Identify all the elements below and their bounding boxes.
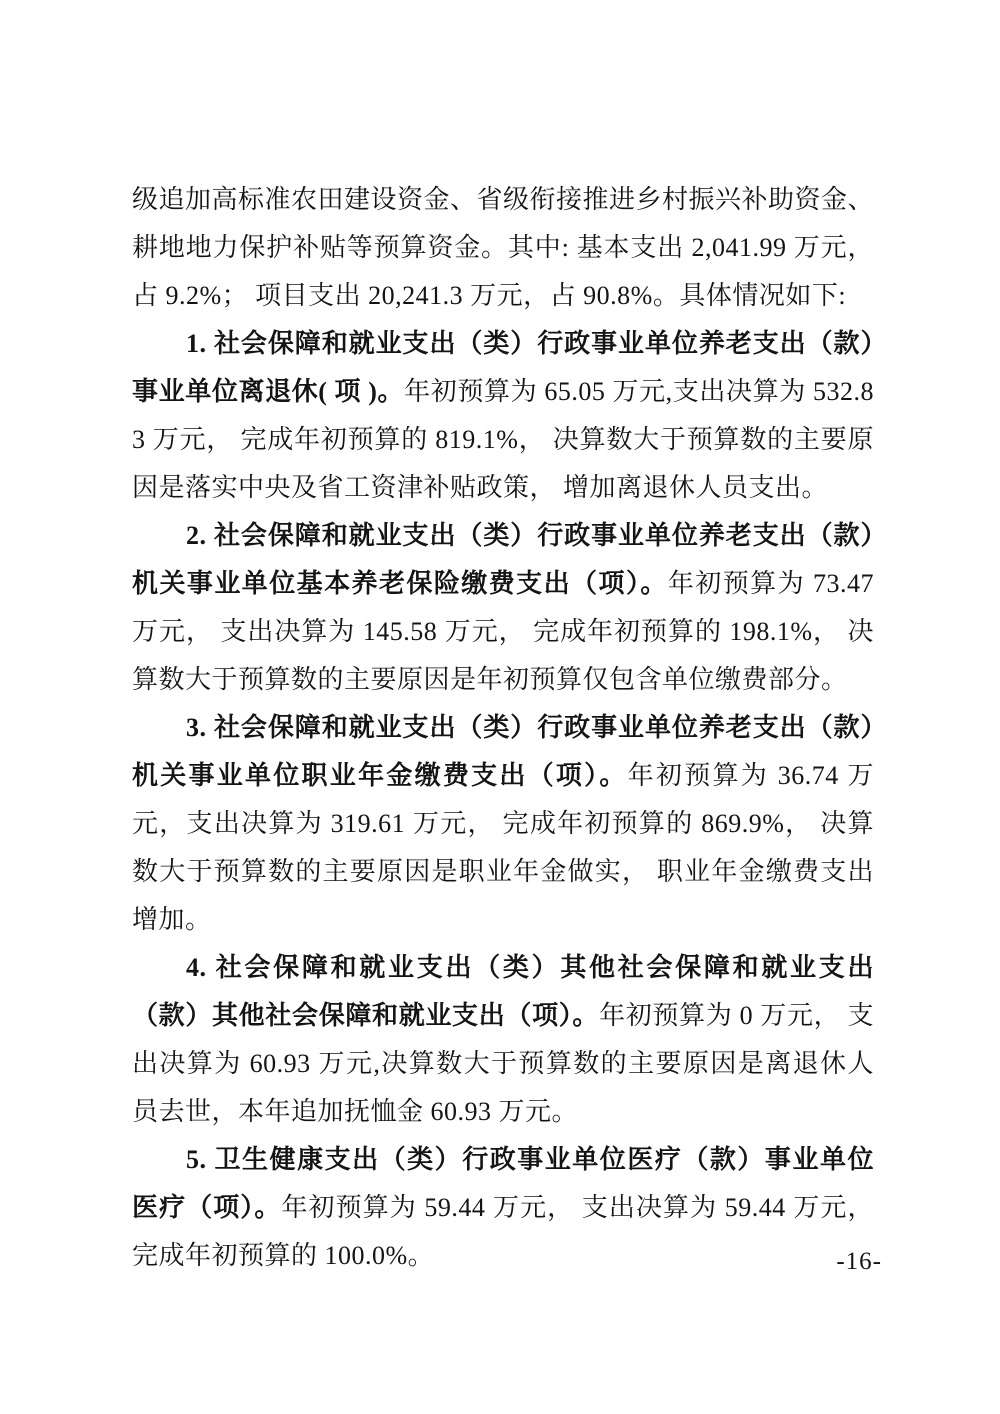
item-4-heading: 4. 社会保障和就业支出（类）其他社会保障和就业支出（款）其他社会保障和就业支出（项）。 [132, 953, 874, 1030]
item-3-body: 年初预算为 36.74 万元，支出决算为 319.61 万元， 完成年初预算的 869.9%， 决算数大于预算数的主要原因是职业年金做实， 职业年金缴费支出增加。 [132, 761, 874, 934]
item-4-body: 年初预算为 0 万元， 支出决算为 60.93 万元,决算数大于预算数的主要原因是离退休人员去世，本年追加抚恤金 60.93 万元。 [132, 1001, 874, 1126]
item-3-heading: 3. 社会保障和就业支出（类）行政事业单位养老支出（款）机关事业单位职业年金缴费支出（项）。 [132, 713, 874, 790]
item-2-body: 年初预算为 73.47 万元， 支出决算为 145.58 万元， 完成年初预算的 198.1%， 决算数大于预算数的主要原因是年初预算仅包含单位缴费部分。 [132, 569, 874, 694]
item-5-body: 年初预算为 59.44 万元， 支出决算为 59.44 万元， 完成年初预算的 100.0%。 [132, 1193, 874, 1270]
item-5-heading: 5. 卫生健康支出（类）行政事业单位医疗（款）事业单位医疗（项）。 [132, 1145, 874, 1222]
paragraph-item-2 [132, 512, 874, 704]
paragraph-intro: 级追加高标准农田建设资金、省级衔接推进乡村振兴补助资金、耕地地力保护补贴等预算资金。其中: 基本支出 2,041.99 万元，占 9.2%； 项目支出 20,241.3 万元，占 90.8%。具体情况如下: [132, 185, 875, 310]
document-text-block [132, 176, 874, 1280]
paragraph-item-3 [132, 704, 874, 944]
item-2-heading: 2. 社会保障和就业支出（类）行政事业单位养老支出（款）机关事业单位基本养老保险缴费支出（项）。 [132, 521, 874, 598]
page-number: -16- [836, 1248, 882, 1275]
paragraph-item-1 [132, 320, 874, 512]
item-1-body: 年初预算为 65.05 万元,支出决算为 532.83 万元， 完成年初预算的 819.1%， 决算数大于预算数的主要原因是落实中央及省工资津补贴政策， 增加离退休人员支出。 [132, 377, 874, 502]
item-1-heading: 1. 社会保障和就业支出（类）行政事业单位养老支出（款）事业单位离退休( 项 )。 [132, 329, 874, 406]
paragraph-item-4 [132, 944, 874, 1136]
paragraph-item-5 [132, 1136, 874, 1280]
